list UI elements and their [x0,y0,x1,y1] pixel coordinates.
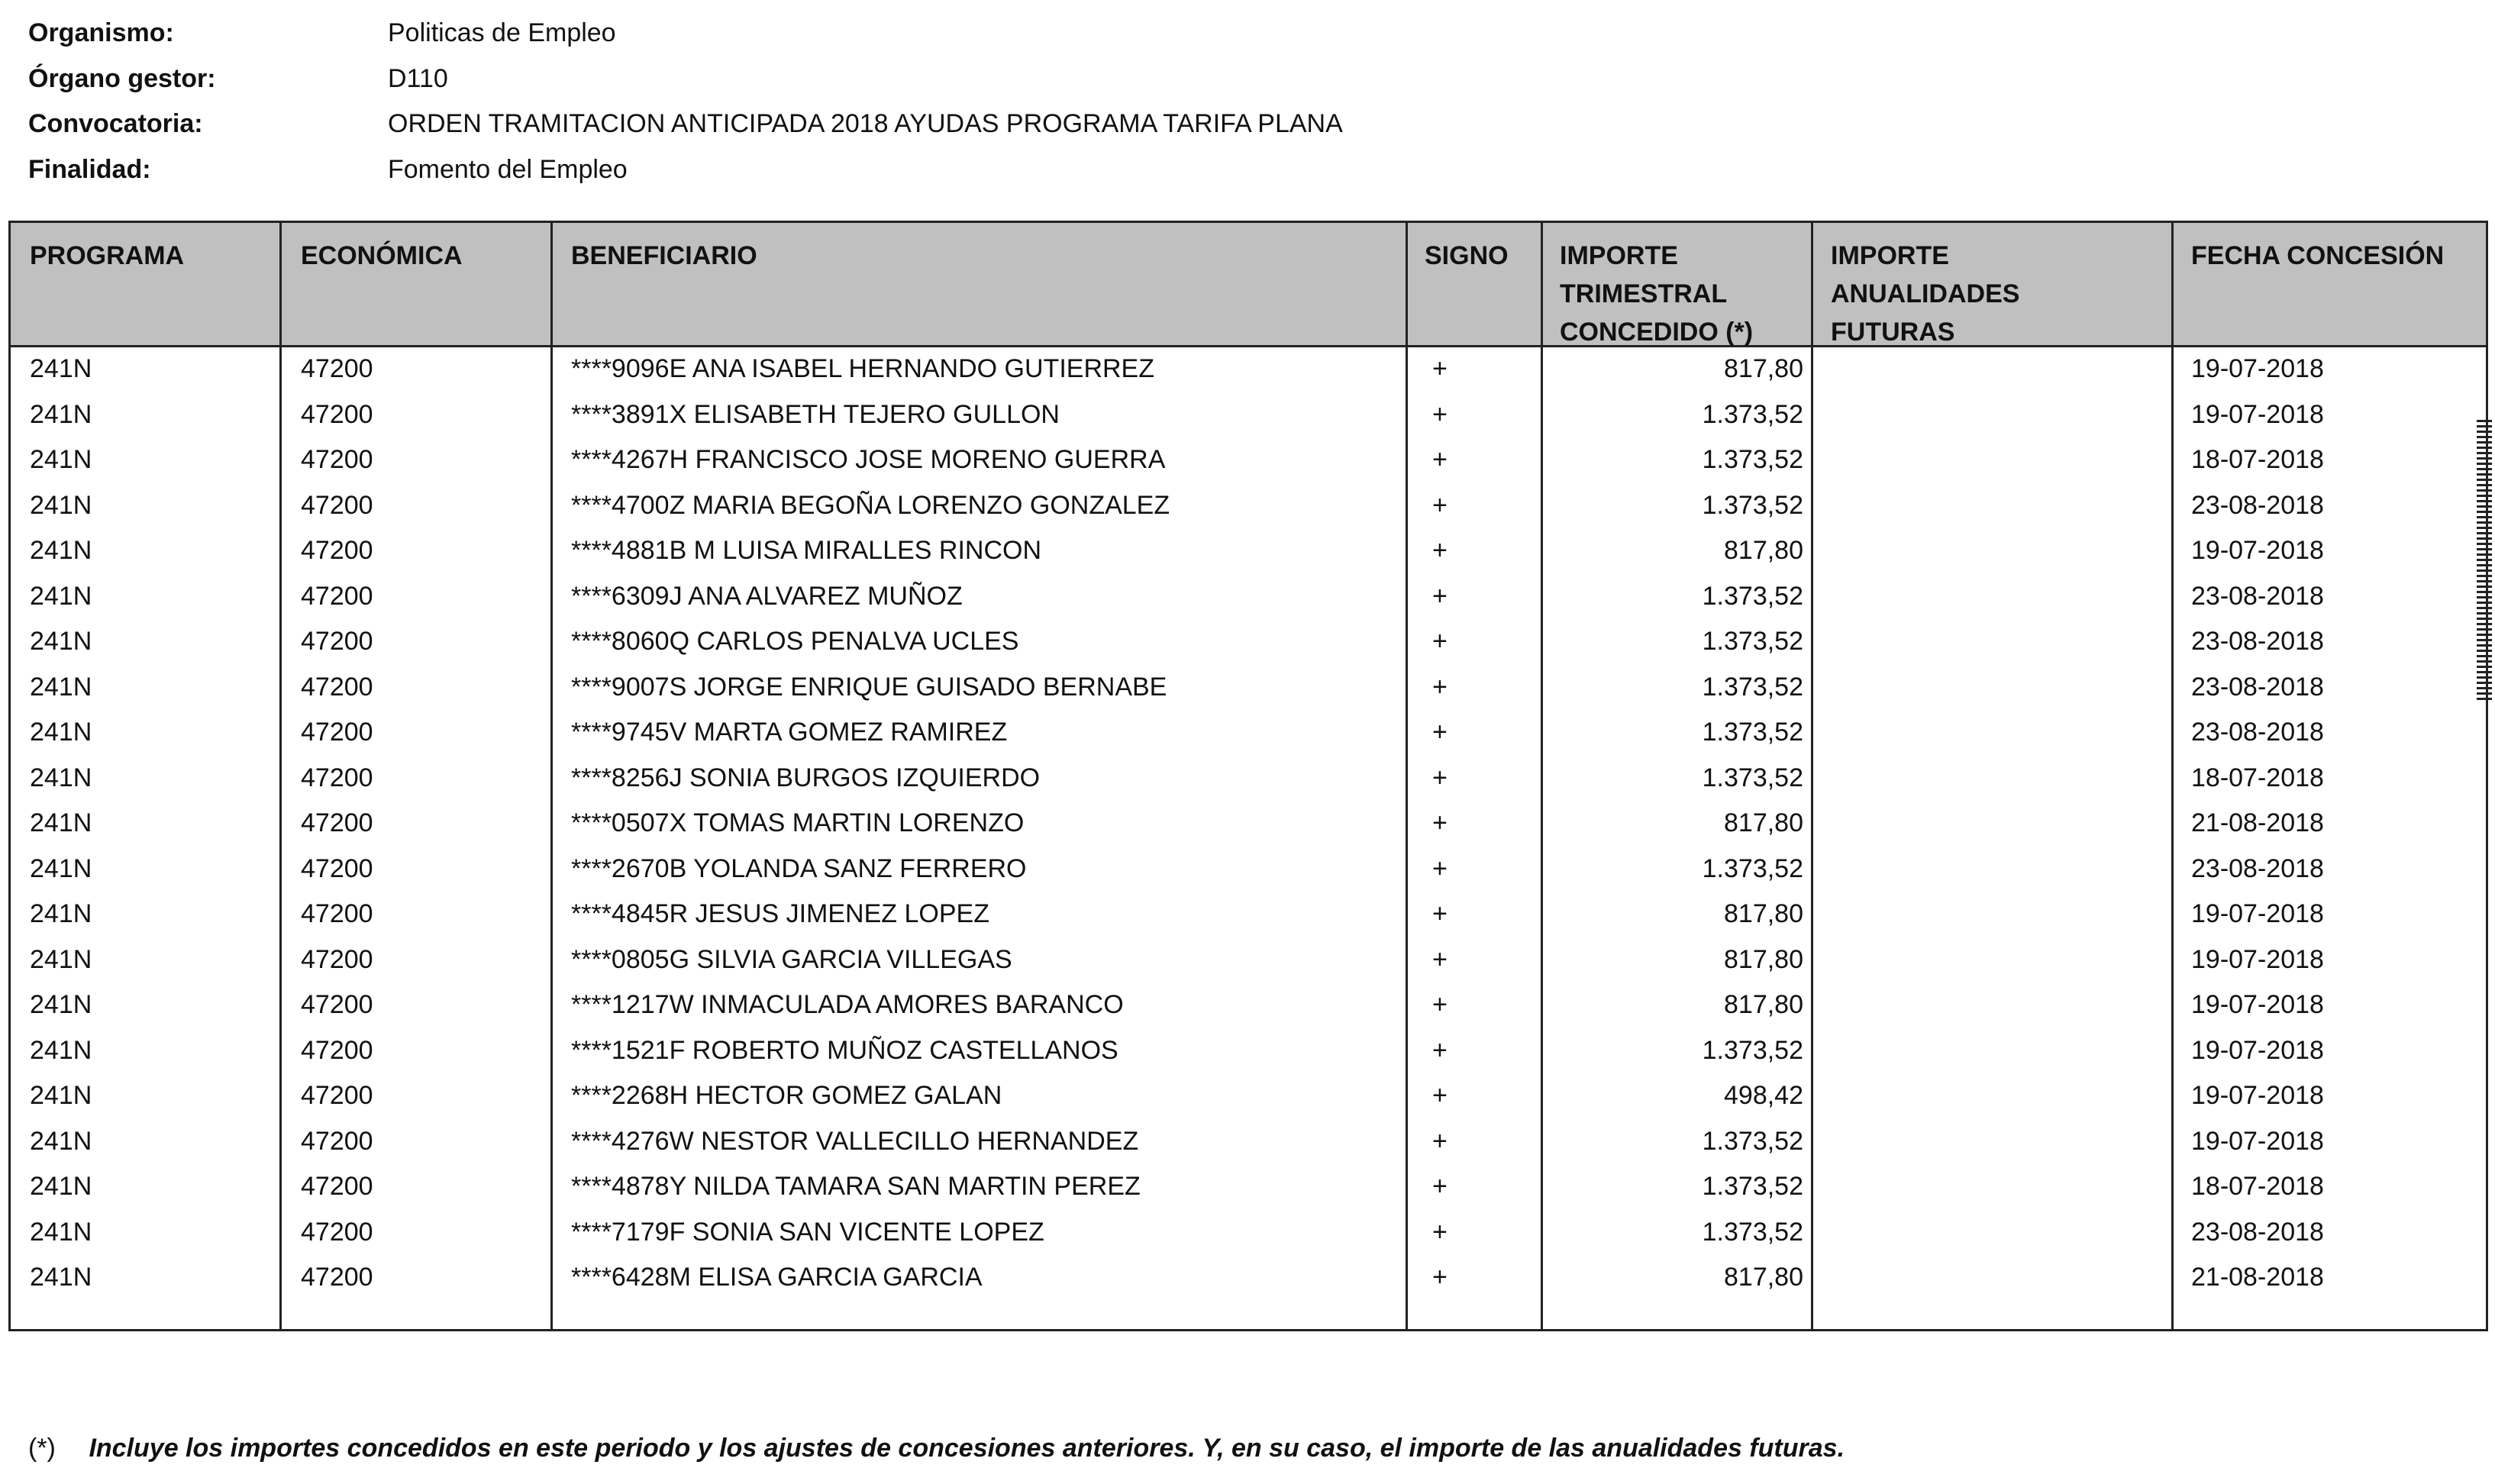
cell-signo: + [1432,490,1448,520]
cell-signo: + [1432,990,1448,1019]
table-row [11,619,2486,665]
cell-programa: 241N [30,536,92,565]
table-row [11,937,2486,983]
cell-fecha: 19-07-2018 [2191,1081,2324,1110]
cell-beneficiario: ****4878Y NILDA TAMARA SAN MARTIN PEREZ [571,1172,1141,1201]
table-row [11,1255,2486,1301]
organismo-value: Politicas de Empleo [388,18,616,48]
cell-programa: 241N [30,808,92,837]
cell-importe: 1.373,52 [1702,490,1803,520]
cell-signo: + [1432,718,1448,747]
cell-importe: 817,80 [1724,899,1803,928]
cell-beneficiario: ****2268H HECTOR GOMEZ GALAN [571,1081,1002,1110]
convocatoria-label: Convocatoria: [28,109,203,139]
cell-programa: 241N [30,581,92,611]
cell-economica: 47200 [301,1263,373,1292]
cell-programa: 241N [30,354,92,383]
cell-programa: 241N [30,1172,92,1201]
cell-beneficiario: ****8256J SONIA BURGOS IZQUIERDO [571,763,1041,792]
cell-signo: + [1432,627,1448,656]
cell-fecha: 21-08-2018 [2191,808,2324,837]
cell-fecha: 23-08-2018 [2191,1217,2324,1247]
cell-beneficiario: ****9096E ANA ISABEL HERNANDO GUTIERREZ [571,354,1155,383]
cell-programa: 241N [30,445,92,474]
cell-signo: + [1432,1081,1448,1110]
cell-fecha: 23-08-2018 [2191,581,2324,611]
cell-beneficiario: ****1521F ROBERTO MUÑOZ CASTELLANOS [571,1035,1118,1065]
cell-fecha: 19-07-2018 [2191,990,2324,1019]
cell-fecha: 19-07-2018 [2191,1035,2324,1065]
cell-importe: 817,80 [1724,536,1803,565]
cell-economica: 47200 [301,899,373,928]
cell-beneficiario: ****6428M ELISA GARCIA GARCIA [571,1263,983,1292]
cell-economica: 47200 [301,808,373,837]
table-row [11,710,2486,756]
cell-programa: 241N [30,1081,92,1110]
cell-importe: 1.373,52 [1702,763,1803,792]
cell-economica: 47200 [301,1035,373,1065]
convocatoria-value: ORDEN TRAMITACION ANTICIPADA 2018 AYUDAS PROGRAMA TARIFA PLANA [388,109,1343,139]
cell-beneficiario: ****4700Z MARIA BEGOÑA LORENZO GONZALEZ [571,490,1170,520]
cell-economica: 47200 [301,944,373,974]
organo-gestor-label: Órgano gestor: [28,63,216,93]
cell-beneficiario: ****8060Q CARLOS PENALVA UCLES [571,627,1019,656]
cell-beneficiario: ****2670B YOLANDA SANZ FERRERO [571,853,1027,883]
cell-fecha: 19-07-2018 [2191,899,2324,928]
col-header-importe-line1: IMPORTE [1560,241,1678,270]
col-header-anualidades-line1: IMPORTE [1831,241,1949,270]
col-header-anualidades-line3: FUTURAS [1831,318,1955,347]
cell-importe: 817,80 [1724,944,1803,974]
cell-signo: + [1432,536,1448,565]
table-row [11,982,2486,1028]
cell-importe: 1.373,52 [1702,1035,1803,1065]
cell-fecha: 23-08-2018 [2191,672,2324,702]
cell-fecha: 19-07-2018 [2191,399,2324,429]
table-row [11,1119,2486,1165]
cell-fecha: 21-08-2018 [2191,1263,2324,1292]
table-row [11,347,2486,392]
barcode-strip [2477,420,2492,702]
cell-programa: 241N [30,990,92,1019]
cell-fecha: 19-07-2018 [2191,354,2324,383]
cell-economica: 47200 [301,1217,373,1247]
cell-importe: 1.373,52 [1702,672,1803,702]
cell-economica: 47200 [301,718,373,747]
cell-economica: 47200 [301,536,373,565]
cell-signo: + [1432,1217,1448,1247]
table-row [11,1073,2486,1119]
organismo-label: Organismo: [28,18,174,48]
table-row [11,1164,2486,1210]
cell-beneficiario: ****4881B M LUISA MIRALLES RINCON [571,536,1042,565]
footnote-mark: (*) [28,1434,56,1463]
cell-economica: 47200 [301,1126,373,1156]
cell-importe: 1.373,52 [1702,718,1803,747]
cell-economica: 47200 [301,1172,373,1201]
col-header-economica: ECONÓMICA [301,241,463,270]
cell-fecha: 19-07-2018 [2191,944,2324,974]
cell-beneficiario: ****0805G SILVIA GARCIA VILLEGAS [571,944,1012,974]
cell-fecha: 18-07-2018 [2191,763,2324,792]
col-header-importe-line3: CONCEDIDO (*) [1560,318,1754,347]
table-row [11,528,2486,574]
cell-signo: + [1432,581,1448,611]
cell-beneficiario: ****6309J ANA ALVAREZ MUÑOZ [571,581,963,611]
table-row [11,574,2486,620]
document-header [28,11,1343,192]
table-row [11,847,2486,892]
cell-signo: + [1432,354,1448,383]
cell-economica: 47200 [301,399,373,429]
cell-programa: 241N [30,627,92,656]
organo-gestor-row [28,56,1343,102]
cell-beneficiario: ****4267H FRANCISCO JOSE MORENO GUERRA [571,445,1166,474]
table-row [11,756,2486,802]
cell-programa: 241N [30,944,92,974]
cell-programa: 241N [30,672,92,702]
cell-signo: + [1432,1263,1448,1292]
footnote [28,1434,1845,1463]
cell-importe: 817,80 [1724,990,1803,1019]
cell-signo: + [1432,672,1448,702]
cell-importe: 1.373,52 [1702,399,1803,429]
cell-economica: 47200 [301,354,373,383]
cell-economica: 47200 [301,1081,373,1110]
cell-economica: 47200 [301,990,373,1019]
organismo-row [28,11,1343,56]
cell-beneficiario: ****4276W NESTOR VALLECILLO HERNANDEZ [571,1126,1139,1156]
table-row [11,1028,2486,1074]
cell-economica: 47200 [301,445,373,474]
cell-economica: 47200 [301,672,373,702]
cell-fecha: 23-08-2018 [2191,627,2324,656]
col-header-anualidades-line2: ANUALIDADES [1831,279,2020,308]
cell-beneficiario: ****3891X ELISABETH TEJERO GULLON [571,399,1060,429]
cell-importe: 1.373,52 [1702,627,1803,656]
cell-beneficiario: ****1217W INMACULADA AMORES BARANCO [571,990,1124,1019]
table-row [11,1210,2486,1256]
cell-beneficiario: ****9007S JORGE ENRIQUE GUISADO BERNABE [571,672,1167,702]
cell-programa: 241N [30,1217,92,1247]
cell-beneficiario: ****0507X TOMAS MARTIN LORENZO [571,808,1025,837]
cell-importe: 1.373,52 [1702,581,1803,611]
finalidad-row [28,147,1343,193]
table-header [11,223,2486,347]
cell-importe: 1.373,52 [1702,445,1803,474]
finalidad-label: Finalidad: [28,154,151,184]
footnote-text: Incluye los importes concedidos en este periodo y los ajustes de concesiones anteriores. Y, en su caso, el importe de las anualidades futuras. [89,1434,1845,1463]
col-header-importe-line2: TRIMESTRAL [1560,279,1728,308]
cell-fecha: 18-07-2018 [2191,445,2324,474]
cell-importe: 817,80 [1724,1263,1803,1292]
cell-fecha: 23-08-2018 [2191,718,2324,747]
cell-fecha: 18-07-2018 [2191,1172,2324,1201]
cell-importe: 498,42 [1724,1081,1803,1110]
convocatoria-row [28,102,1343,147]
cell-programa: 241N [30,763,92,792]
cell-signo: + [1432,1126,1448,1156]
cell-beneficiario: ****9745V MARTA GOMEZ RAMIREZ [571,718,1008,747]
cell-signo: + [1432,763,1448,792]
cell-signo: + [1432,1172,1448,1201]
col-header-importe [1560,237,1753,351]
finalidad-value: Fomento del Empleo [388,154,628,184]
cell-economica: 47200 [301,763,373,792]
cell-economica: 47200 [301,490,373,520]
cell-programa: 241N [30,899,92,928]
cell-importe: 1.373,52 [1702,853,1803,883]
cell-fecha: 23-08-2018 [2191,853,2324,883]
cell-economica: 47200 [301,853,373,883]
col-header-signo: SIGNO [1425,241,1509,270]
cell-beneficiario: ****7179F SONIA SAN VICENTE LOPEZ [571,1217,1044,1247]
cell-signo: + [1432,853,1448,883]
organo-gestor-value: D110 [388,63,448,93]
cell-fecha: 19-07-2018 [2191,536,2324,565]
cell-programa: 241N [30,399,92,429]
cell-signo: + [1432,944,1448,974]
col-header-anualidades [1831,237,2019,351]
col-header-fecha: FECHA CONCESIÓN [2191,241,2445,270]
table-row [11,801,2486,847]
cell-programa: 241N [30,853,92,883]
cell-programa: 241N [30,1035,92,1065]
cell-economica: 47200 [301,581,373,611]
table-row [11,392,2486,438]
beneficiaries-table [8,221,2488,1331]
cell-importe: 817,80 [1724,354,1803,383]
cell-fecha: 23-08-2018 [2191,490,2324,520]
cell-importe: 1.373,52 [1702,1126,1803,1156]
cell-programa: 241N [30,718,92,747]
cell-beneficiario: ****4845R JESUS JIMENEZ LOPEZ [571,899,989,928]
col-header-programa: PROGRAMA [30,241,185,270]
cell-signo: + [1432,445,1448,474]
cell-signo: + [1432,899,1448,928]
cell-fecha: 19-07-2018 [2191,1126,2324,1156]
table-row [11,665,2486,711]
cell-programa: 241N [30,1263,92,1292]
cell-signo: + [1432,399,1448,429]
col-header-beneficiario: BENEFICIARIO [571,241,757,270]
cell-signo: + [1432,1035,1448,1065]
cell-programa: 241N [30,1126,92,1156]
cell-importe: 817,80 [1724,808,1803,837]
cell-programa: 241N [30,490,92,520]
cell-importe: 1.373,52 [1702,1172,1803,1201]
table-row [11,437,2486,483]
table-row [11,483,2486,529]
cell-signo: + [1432,808,1448,837]
cell-economica: 47200 [301,627,373,656]
table-row [11,892,2486,937]
cell-importe: 1.373,52 [1702,1217,1803,1247]
